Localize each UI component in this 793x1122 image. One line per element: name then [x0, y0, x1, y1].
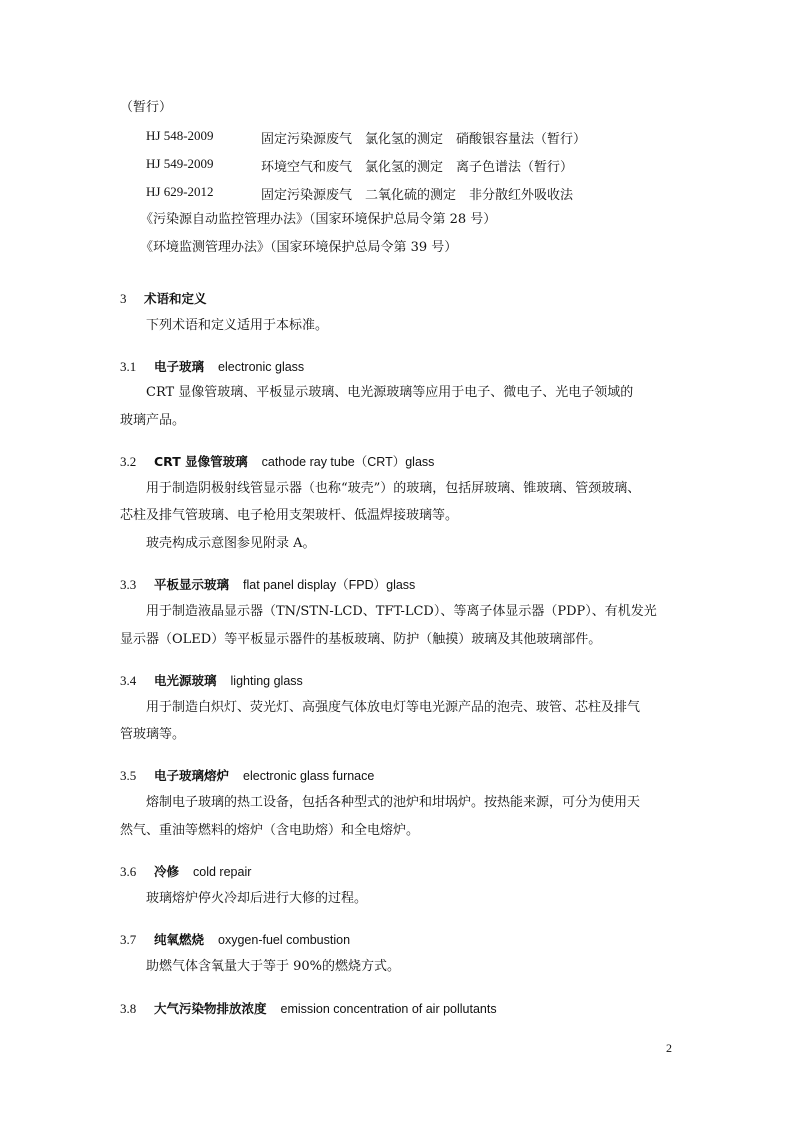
term-chinese: 纯氧燃烧 — [154, 932, 205, 947]
section-heading — [120, 291, 207, 308]
term-english: electronic glass furnace — [243, 769, 375, 783]
term-definition-line: 玻璃产品。 — [120, 413, 186, 428]
term-definition-line: CRT 显像管玻璃、平板显示玻璃、电光源玻璃等应用于电子、微电子、光电子领域的 — [146, 385, 634, 400]
term-heading — [120, 359, 304, 376]
term-number: 3.4 — [120, 673, 137, 688]
term-chinese: 大气污染物排放浓度 — [154, 1001, 267, 1016]
term-definition-line: 玻璃熔炉停火冷却后进行大修的过程。 — [146, 891, 368, 906]
term-definition-line: 然气、重油等燃料的熔炉（含电助熔）和全电熔炉。 — [120, 823, 420, 838]
term-definition-line: 管玻璃等。 — [120, 727, 186, 742]
term-english: flat panel display（FPD）glass — [243, 578, 416, 592]
term-definition-line: 熔制电子玻璃的热工设备，包括各种型式的池炉和坩埚炉。按热能来源，可分为使用天 — [146, 795, 641, 810]
continuation-text: （暂行） — [120, 100, 173, 115]
reference-code: HJ 549-2009 — [146, 156, 214, 171]
term-definition-line: 用于制造白炽灯、荧光灯、高强度气体放电灯等电光源产品的泡壳、玻管、芯柱及排气 — [146, 700, 641, 715]
term-chinese: CRT 显像管玻璃 — [154, 454, 248, 469]
term-english: cold repair — [193, 865, 252, 879]
term-number: 3.3 — [120, 577, 137, 592]
term-definition-line: 用于制造阴极射线管显示器（也称“玻壳”）的玻璃，包括屏玻璃、锥玻璃、管颈玻璃、 — [146, 481, 641, 496]
regulation-item: 《污染源自动监控管理办法》（国家环境保护总局令第 28 号） — [140, 212, 497, 227]
term-number: 3.2 — [120, 454, 137, 469]
term-chinese: 电子玻璃熔炉 — [154, 768, 230, 783]
term-number: 3.5 — [120, 768, 137, 783]
term-heading — [120, 577, 415, 594]
page-number: 2 — [666, 1041, 672, 1055]
term-heading — [120, 454, 434, 471]
section-title: 术语和定义 — [144, 291, 207, 306]
term-heading — [120, 673, 303, 690]
term-definition-line: 玻壳构成示意图参见附录 A。 — [146, 536, 316, 551]
term-heading — [120, 1001, 497, 1018]
term-english: cathode ray tube（CRT）glass — [261, 455, 435, 469]
term-definition-line: 显示器（OLED）等平板显示器件的基板玻璃、防护（触摸）玻璃及其他玻璃部件。 — [120, 632, 602, 647]
term-chinese: 电光源玻璃 — [154, 673, 217, 688]
term-english: lighting glass — [230, 674, 303, 688]
term-number: 3.1 — [120, 359, 137, 374]
reference-title: 固定污染源废气 二氧化硫的测定 非分散红外吸收法 — [261, 188, 574, 203]
term-chinese: 电子玻璃 — [154, 359, 205, 374]
section-intro: 下列术语和定义适用于本标准。 — [146, 318, 329, 333]
term-english: electronic glass — [218, 360, 305, 374]
reference-code: HJ 548-2009 — [146, 128, 214, 143]
term-heading — [120, 768, 374, 785]
term-chinese: 冷修 — [154, 864, 180, 879]
term-definition-line: 用于制造液晶显示器（TN/STN-LCD、TFT-LCD）、等离子体显示器（PDP）、有机发光 — [146, 604, 657, 619]
term-definition-line: 芯柱及排气管玻璃、电子枪用支架玻杆、低温焊接玻璃等。 — [120, 508, 459, 523]
term-heading — [120, 864, 251, 881]
term-number: 3.6 — [120, 864, 137, 879]
term-english: emission concentration of air pollutants — [280, 1002, 497, 1016]
term-definition-line: 助燃气体含氧量大于等于 90%的燃烧方式。 — [146, 959, 401, 974]
term-number: 3.8 — [120, 1001, 137, 1016]
term-heading — [120, 932, 350, 949]
reference-title: 环境空气和废气 氯化氢的测定 离子色谱法（暂行） — [261, 160, 574, 175]
term-chinese: 平板显示玻璃 — [154, 577, 230, 592]
section-number: 3 — [120, 291, 127, 306]
reference-code: HJ 629-2012 — [146, 184, 214, 199]
regulation-item: 《环境监测管理办法》（国家环境保护总局令第 39 号） — [140, 240, 458, 255]
term-english: oxygen-fuel combustion — [218, 933, 351, 947]
reference-title: 固定污染源废气 氯化氢的测定 硝酸银容量法（暂行） — [261, 132, 587, 147]
term-number: 3.7 — [120, 932, 137, 947]
